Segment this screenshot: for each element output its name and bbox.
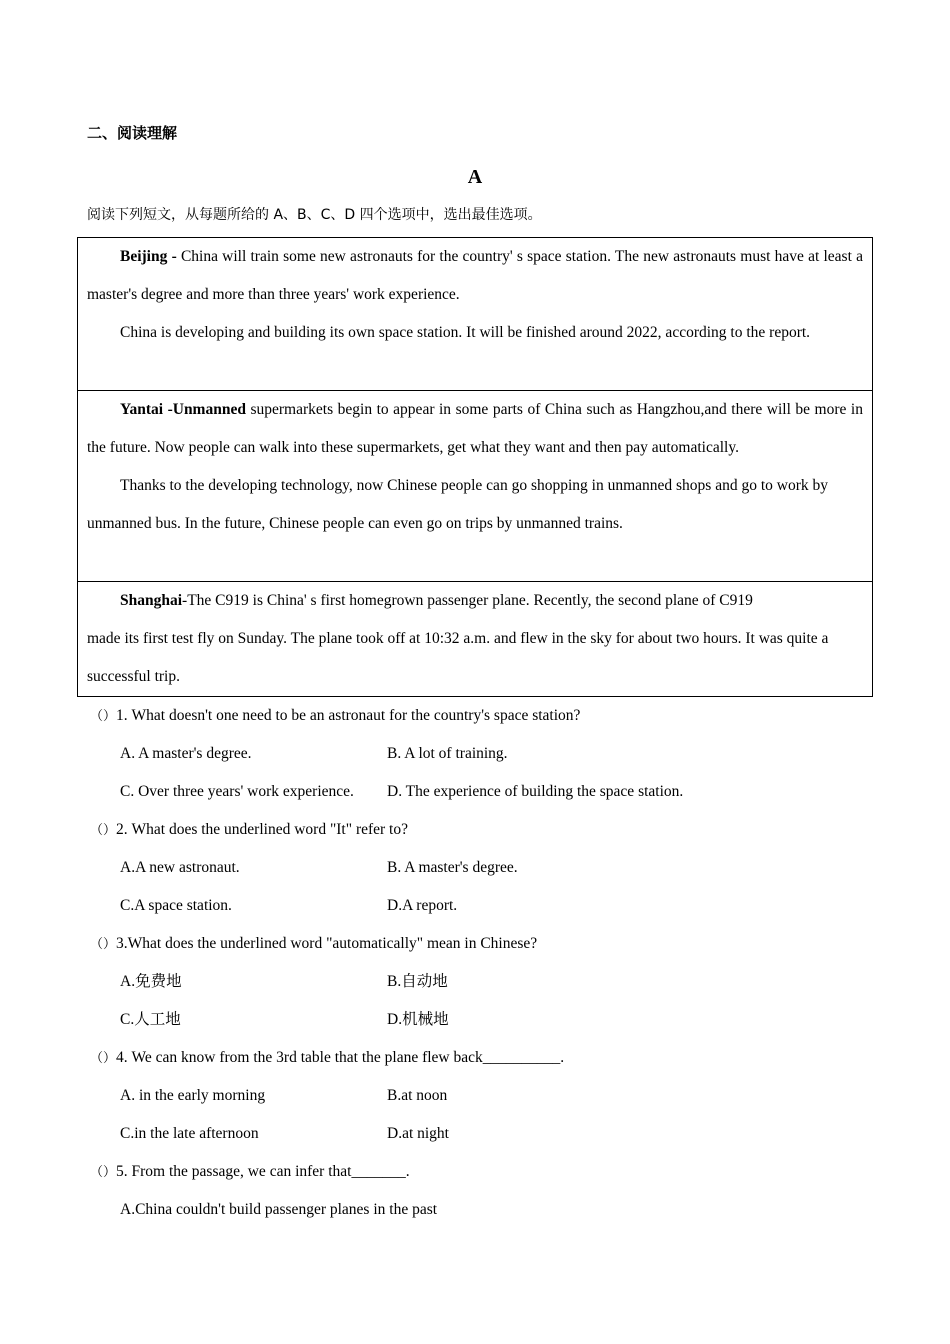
question-text: 4. We can know from the 3rd table that the plane flew back__________. (116, 1049, 565, 1066)
option-b: B.at noon (387, 1087, 448, 1104)
passage-paragraph: Thanks to the developing technology, now Chinese people can go shopping in unmanned shops and go to work by unmanned bus. In the future, Chinese people can even go on trips by unmanned trains. (87, 477, 829, 532)
answer-blank[interactable]: （） (90, 1051, 117, 1066)
option-a: A. A master's degree. (120, 745, 252, 762)
option-row (90, 887, 890, 925)
passage-table (77, 237, 873, 697)
passage-paragraph: China is developing and building its own space station. It will be finished around 2022, according to the report. (120, 324, 811, 341)
option-c: C.in the late afternoon (120, 1125, 259, 1142)
question-2 (90, 811, 890, 849)
option-a: A.免费地 (120, 973, 182, 990)
instruction-text: 阅读下列短文，从每题所给的 A、B、C、D 四个选项中，选出最佳选项。 (87, 207, 542, 223)
option-d: D.at night (387, 1125, 449, 1142)
answer-blank[interactable]: （） (90, 1165, 117, 1180)
passage-cell-shanghai (78, 582, 872, 696)
section-title: 二、阅读理解 (87, 124, 178, 142)
option-row (90, 1115, 890, 1153)
option-c: C.A space station. (120, 897, 232, 914)
answer-blank[interactable]: （） (90, 709, 117, 724)
option-b: B. A lot of training. (387, 745, 508, 762)
answer-blank[interactable]: （） (90, 823, 117, 838)
option-row (90, 1001, 890, 1039)
question-text: 3.What does the underlined word "automatically" mean in Chinese? (116, 935, 538, 952)
passage-paragraph: Yantai -Unmanned supermarkets begin to appear in some parts of China such as Hangzhou,and there will be more in the future. Now people can walk into these supermarkets, get what they want and then pay automatically. (87, 401, 863, 456)
passage-paragraph: Shanghai-The C919 is China' s first homegrown passenger plane. Recently, the second plane of C919 (120, 592, 753, 609)
question-3 (90, 925, 890, 963)
question-list (90, 697, 890, 1229)
question-1 (90, 697, 890, 735)
passage-letter: A (467, 166, 483, 188)
option-row (90, 849, 890, 887)
option-b: B.自动地 (387, 973, 448, 990)
question-text: 5. From the passage, we can infer that_______. (116, 1163, 410, 1180)
option-c: C.人工地 (120, 1011, 181, 1028)
passage-cell-beijing (78, 238, 872, 391)
option-a: A.China couldn't build passenger planes in the past (120, 1201, 438, 1218)
option-c: C. Over three years' work experience. (120, 783, 354, 800)
option-b: B. A master's degree. (387, 859, 518, 876)
option-a: A.A new astronaut. (120, 859, 240, 876)
option-row (90, 773, 890, 811)
question-4 (90, 1039, 890, 1077)
option-d: D.A report. (387, 897, 458, 914)
answer-blank[interactable]: （） (90, 937, 117, 952)
question-5 (90, 1153, 890, 1191)
passage-lead: Shanghai (120, 592, 183, 609)
passage-cell-yantai (78, 391, 872, 582)
option-row (90, 1191, 890, 1229)
option-d: D.机械地 (387, 1011, 449, 1028)
passage-paragraph: made its first test fly on Sunday. The plane took off at 10:32 a.m. and flew in the sky for about two hours. It was quite a successful trip. (87, 630, 829, 685)
option-d: D. The experience of building the space station. (387, 783, 684, 800)
option-row (90, 963, 890, 1001)
passage-lead: Yantai -Unmanned (120, 401, 246, 418)
option-row (90, 1077, 890, 1115)
option-row (90, 735, 890, 773)
question-text: 2. What does the underlined word "It" refer to? (116, 821, 408, 838)
passage-paragraph: Beijing - China will train some new astronauts for the country' s space station. The new astronauts must have at least a master's degree and more than three years' work experience. (87, 248, 863, 303)
option-a: A. in the early morning (120, 1087, 266, 1104)
question-text: 1. What doesn't one need to be an astronaut for the country's space station? (116, 707, 581, 724)
passage-lead: Beijing - (120, 248, 177, 265)
